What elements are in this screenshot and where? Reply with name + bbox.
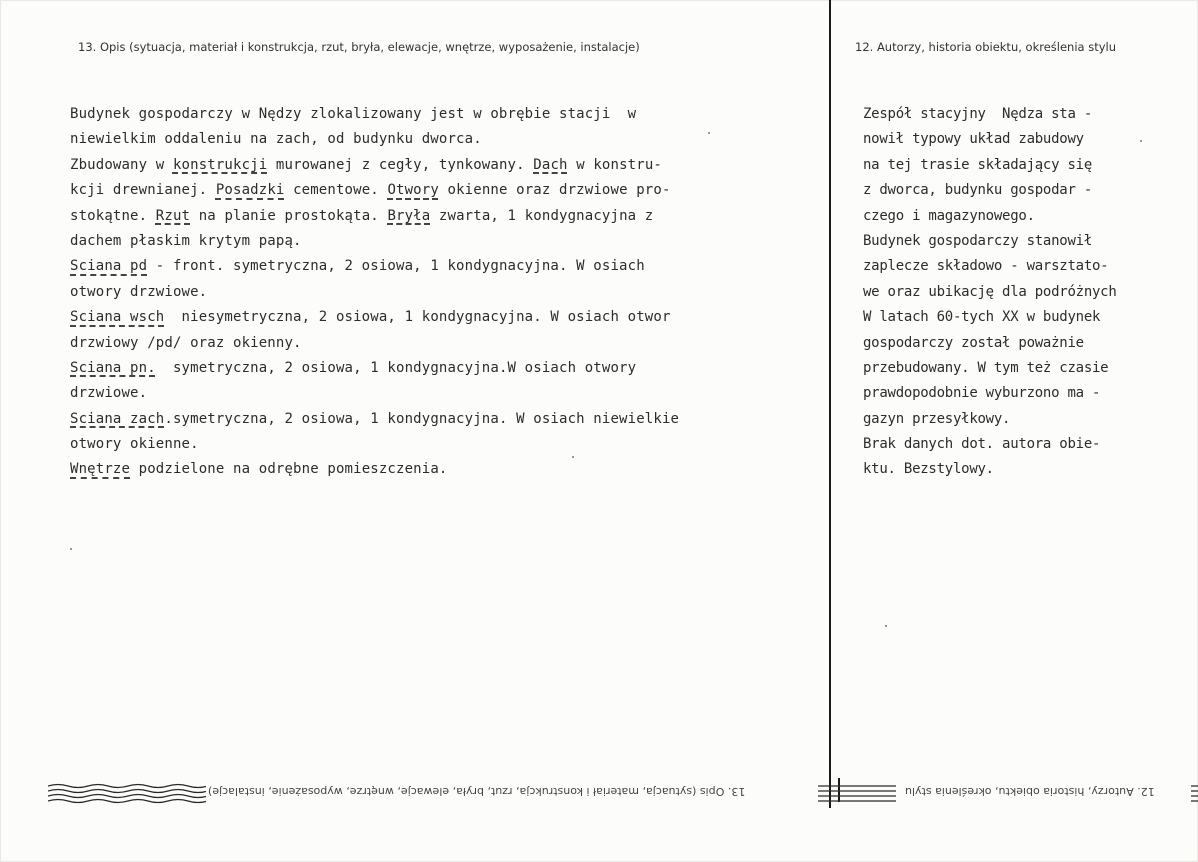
column-divider: [829, 0, 831, 808]
typed-text: otwory okienne.: [70, 436, 199, 453]
underlined-term: Sciana zach: [70, 410, 165, 427]
typed-text: gazyn przesyłkowy.: [863, 410, 1011, 427]
underlined-term: Sciana pd: [70, 258, 148, 275]
underlined-term: Sciana pn.: [70, 359, 156, 376]
typed-text: w konstru-: [567, 156, 662, 173]
typed-line: [863, 178, 1117, 203]
paper-speck: [708, 132, 710, 134]
typed-line: [863, 407, 1117, 432]
typed-text: Budynek gospodarczy w Nędzy zlokalizowany jest w obrębie stacji w: [70, 106, 637, 122]
underlined-term: Wnętrze: [70, 461, 131, 478]
typed-text: kcji drewnianej.: [70, 182, 216, 199]
typed-line: [70, 127, 679, 152]
underlined-term: konstrukcji: [172, 156, 268, 173]
typed-text: przebudowany. W tym też czasie: [863, 359, 1109, 376]
typed-line: [863, 331, 1117, 356]
typed-line: [863, 102, 1117, 127]
typed-text: stokątne.: [70, 207, 156, 224]
typed-line: [863, 254, 1117, 279]
typed-text: .symetryczna, 2 osiowa, 1 kondygnacyjna. W osiach niewielkie: [164, 410, 680, 427]
paper-speck: [1140, 140, 1142, 142]
typed-text: podzielone na odrębne pomieszczenia.: [130, 461, 448, 478]
typed-line: [70, 229, 679, 254]
typed-text: niesymetryczna, 2 osiowa, 1 kondygnacyjna. W osiach otwor: [164, 309, 671, 326]
typed-text: na planie prostokąta.: [190, 207, 388, 224]
underlined-term: Bryła: [387, 207, 431, 224]
typed-line: [70, 254, 679, 279]
section-12-header: 12. Autorzy, historia obiektu, określenia stylu: [855, 40, 1117, 54]
typed-line: [863, 153, 1117, 178]
paper-speck: [70, 548, 72, 550]
typed-text: ktu. Bezstylowy.: [863, 461, 994, 478]
typed-text: dachem płaskim krytym papą.: [70, 232, 302, 249]
typed-line: [863, 280, 1117, 305]
typed-text: Zespół stacyjny Nędza sta -: [863, 106, 1093, 122]
typed-text: symetryczna, 2 osiowa, 1 kondygnacyjna.W osiach otwory: [155, 359, 637, 376]
typed-text: Brak danych dot. autora obie-: [863, 436, 1101, 453]
typed-line: [863, 229, 1117, 254]
typed-text: nowił typowy układ zabudowy: [863, 131, 1084, 148]
typed-line: [863, 356, 1117, 381]
underlined-term: Sciana wsch: [70, 309, 165, 326]
typed-line: [863, 381, 1117, 406]
mirrored-section-12-footer: 12. Autorzy, historia obiektu, określenia stylu: [905, 785, 1155, 798]
typed-text: na tej trasie składający się: [863, 156, 1093, 173]
underlined-term: Rzut: [155, 207, 191, 224]
typed-text: Zbudowany w: [70, 156, 173, 173]
typed-line: [863, 204, 1117, 229]
typed-text: drzwiowe.: [70, 385, 148, 402]
typed-line: [70, 102, 679, 127]
section-13-header: 13. Opis (sytuacja, materiał i konstrukcja, rzut, bryła, elewacje, wnętrze, wyposażenie, instalacje): [78, 40, 640, 54]
paper-speck: [885, 625, 887, 627]
typed-text: prawdopodobnie wyburzono ma -: [863, 385, 1101, 402]
typed-line: [863, 305, 1117, 330]
typed-text: cementowe.: [284, 182, 388, 199]
typed-line: [70, 381, 679, 406]
typed-line: [70, 305, 679, 330]
typed-text: Budynek gospodarczy stanowił: [863, 232, 1093, 249]
typed-line: [863, 127, 1117, 152]
typed-text: zaplecze składowo - warsztato-: [863, 258, 1109, 275]
typed-line: [70, 178, 679, 203]
typed-text: murowanej z cegły, tynkowany.: [267, 156, 534, 173]
typed-line: [70, 204, 679, 229]
typed-line: [70, 153, 679, 178]
typed-text: czego i magazynowego.: [863, 207, 1035, 224]
typed-text: drzwiowy /pd/ oraz okienny.: [70, 334, 302, 351]
typed-text: gospodarczy został poważnie: [863, 334, 1084, 351]
typed-text: z dworca, budynku gospodar -: [863, 182, 1093, 199]
underlined-term: Posadzki: [215, 182, 285, 199]
typed-text: okienne oraz drzwiowe pro-: [438, 182, 671, 199]
typed-line: [863, 457, 1117, 482]
typed-text: otwory drzwiowe.: [70, 283, 208, 300]
typed-text: we oraz ubikację dla podróżnych: [863, 283, 1117, 300]
typed-line: [70, 407, 679, 432]
underlined-term: Dach: [533, 156, 568, 173]
underlined-term: Otwory: [387, 182, 439, 199]
typed-text: niewielkim oddaleniu na zach, od budynku dworca.: [70, 131, 482, 148]
paper-speck: [572, 456, 574, 458]
description-text: [70, 102, 679, 483]
typed-line: [70, 280, 679, 305]
typed-line: [70, 457, 679, 482]
typed-text: W latach 60-tych XX w budynek: [863, 309, 1101, 326]
mirrored-section-13-footer: 13. Opis (sytuacja, materiał i konstrukcja, rzut, bryła, elewacje, wnętrze, wyposażenie, instalacje): [208, 785, 746, 798]
typed-line: [70, 331, 679, 356]
typed-line: [863, 432, 1117, 457]
history-text: [863, 102, 1117, 483]
typed-line: [70, 432, 679, 457]
typed-line: [70, 356, 679, 381]
typed-text: - front. symetryczna, 2 osiowa, 1 kondygnacyjna. W osiach: [147, 258, 645, 275]
typed-text: zwarta, 1 kondygnacyjna z: [430, 207, 654, 224]
